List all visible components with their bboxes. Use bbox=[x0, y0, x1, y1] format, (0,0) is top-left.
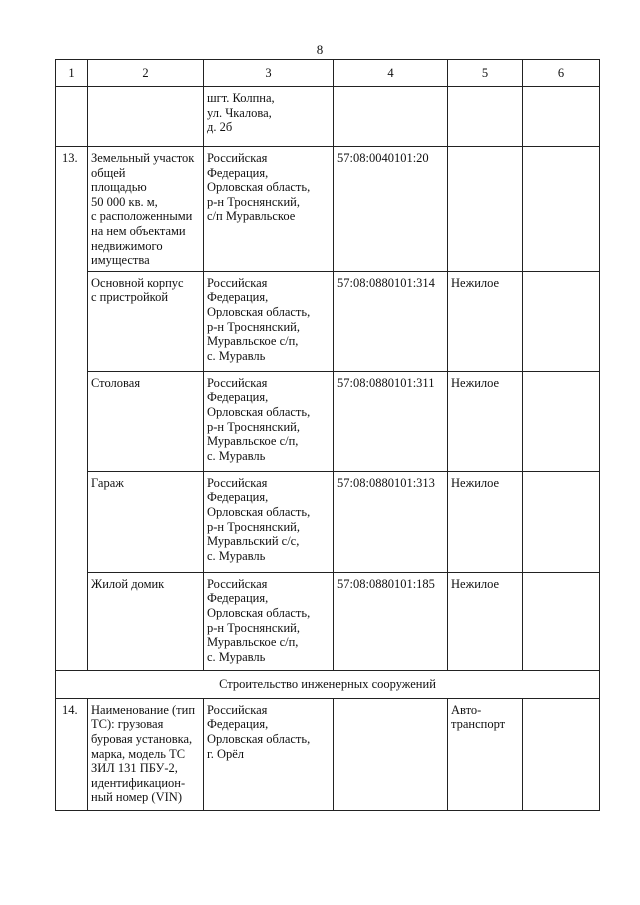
property-table bbox=[55, 59, 600, 811]
address-cell: Российская Федерация, Орловская область, р-н Троснянский, Муравльское с/п, с. Муравль bbox=[204, 271, 334, 371]
purpose-cell: Нежилое bbox=[448, 572, 523, 670]
cadastral-number-cell: 57:08:0880101:185 bbox=[334, 572, 448, 670]
object-name-cell: Основной корпус с пристройкой bbox=[88, 271, 204, 371]
purpose-cell: Нежилое bbox=[448, 471, 523, 572]
object-name-cell: Жилой домик bbox=[88, 572, 204, 670]
section-header-row bbox=[56, 670, 600, 698]
page-number: 8 bbox=[316, 42, 324, 57]
object-name-cell bbox=[88, 87, 204, 147]
purpose-cell bbox=[448, 147, 523, 272]
header-cell-3: 3 bbox=[204, 60, 334, 87]
cadastral-number-cell: 57:08:0880101:313 bbox=[334, 471, 448, 572]
address-cell: Российская Федерация, Орловская область, р-н Троснянский, Муравльский с/с, с. Муравль bbox=[204, 471, 334, 572]
section-title: Строительство инженерных сооружений bbox=[56, 670, 600, 698]
cadastral-number-cell: 57:08:0040101:20 bbox=[334, 147, 448, 272]
note-cell bbox=[523, 371, 600, 471]
purpose-cell: Авто- транспорт bbox=[448, 698, 523, 810]
cadastral-number-cell: 57:08:0880101:311 bbox=[334, 371, 448, 471]
note-cell bbox=[523, 87, 600, 147]
address-cell: Российская Федерация, Орловская область, г. Орёл bbox=[204, 698, 334, 810]
row-number-cell: 13. bbox=[56, 147, 88, 671]
purpose-cell: Нежилое bbox=[448, 371, 523, 471]
address-cell: Российская Федерация, Орловская область, р-н Троснянский, Муравльское с/п, с. Муравль bbox=[204, 572, 334, 670]
table-row bbox=[56, 147, 600, 272]
note-cell bbox=[523, 271, 600, 371]
note-cell bbox=[523, 572, 600, 670]
table-row bbox=[56, 371, 600, 471]
object-name-cell: Наименование (тип ТС): грузовая буровая установка, марка, модель ТС ЗИЛ 131 ПБУ-2, идентификацион- ный номер (VIN) bbox=[88, 698, 204, 810]
header-cell-2: 2 bbox=[88, 60, 204, 87]
table-header-row bbox=[56, 60, 600, 87]
cadastral-number-cell bbox=[334, 87, 448, 147]
header-cell-4: 4 bbox=[334, 60, 448, 87]
note-cell bbox=[523, 698, 600, 810]
table-row bbox=[56, 87, 600, 147]
object-name-cell: Земельный участок общей площадью 50 000 кв. м, с расположенными на нем объектами недвижимого имущества bbox=[88, 147, 204, 272]
address-cell: Российская Федерация, Орловская область, р-н Троснянский, Муравльское с/п, с. Муравль bbox=[204, 371, 334, 471]
row-number-cell: 14. bbox=[56, 698, 88, 810]
table-row bbox=[56, 698, 600, 810]
cadastral-number-cell bbox=[334, 698, 448, 810]
header-cell-1: 1 bbox=[56, 60, 88, 87]
row-number-cell bbox=[56, 87, 88, 147]
cadastral-number-cell: 57:08:0880101:314 bbox=[334, 271, 448, 371]
object-name-cell: Гараж bbox=[88, 471, 204, 572]
object-name-cell: Столовая bbox=[88, 371, 204, 471]
note-cell bbox=[523, 147, 600, 272]
table-row bbox=[56, 471, 600, 572]
purpose-cell bbox=[448, 87, 523, 147]
table-row bbox=[56, 271, 600, 371]
address-cell: шгт. Колпна, ул. Чкалова, д. 2б bbox=[204, 87, 334, 147]
note-cell bbox=[523, 471, 600, 572]
address-cell: Российская Федерация, Орловская область, р-н Троснянский, с/п Муравльское bbox=[204, 147, 334, 272]
purpose-cell: Нежилое bbox=[448, 271, 523, 371]
table-row bbox=[56, 572, 600, 670]
header-cell-5: 5 bbox=[448, 60, 523, 87]
header-cell-6: 6 bbox=[523, 60, 600, 87]
